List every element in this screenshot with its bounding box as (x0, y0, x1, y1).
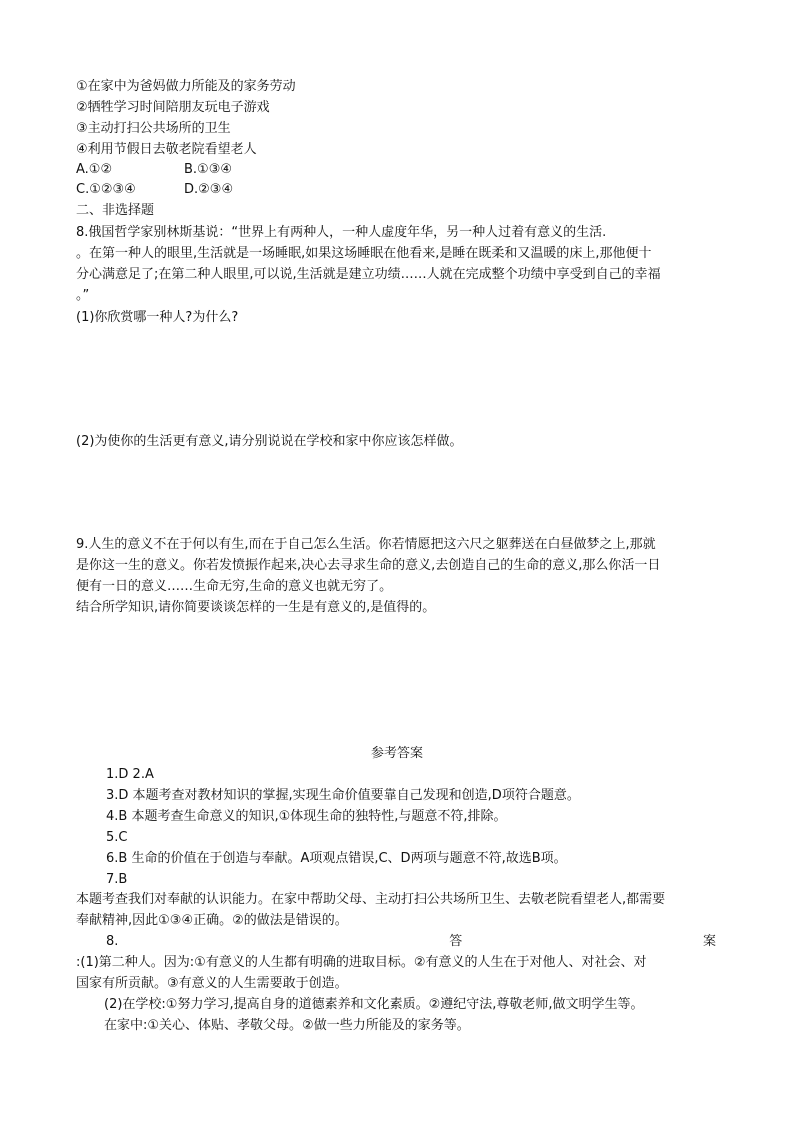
section-heading: 二、非选择题 (76, 203, 155, 218)
answer-8-heading (76, 933, 716, 951)
q7-item-1: ①在家中为爸妈做力所能及的家务劳动 (76, 79, 296, 94)
answer-line-5: 6.B 生命的价值在于创造与奉献。A项观点错误,C、D两项与题意不符,故选B项。 (106, 851, 567, 866)
q7-option-c: C.①②③④ (76, 182, 136, 197)
answer-8-line-1: :(1)第二种人。因为:①有意义的人生都有明确的进取目标。②有意义的人生在于对他人、对社会、对 (76, 955, 647, 970)
q9-text-line-2: 是你这一生的意义。你若发愤振作起来,决心去寻求生命的意义,去创造自己的生命的意义,那么你活一日 (76, 558, 661, 573)
answer-line-1: 1.D 2.A (106, 767, 154, 782)
q8-subquestion-1: (1)你欣赏哪一种人?为什么? (76, 310, 239, 325)
answer-line-4: 5.C (106, 830, 128, 845)
q7-option-d: D.②③④ (184, 182, 234, 197)
answers-title: 参考答案 (370, 746, 423, 761)
answer-8-number: 8. (106, 934, 119, 949)
answer-line-7: 本题考查我们对奉献的认识能力。在家中帮助父母、主动打扫公共场所卫生、去敬老院看望老人,都需要 (76, 892, 666, 907)
q9-text-line-3: 便有一日的意义……生命无穷,生命的意义也就无穷了。 (76, 579, 393, 594)
answer-8-line-3: (2)在学校:①努力学习,提高自身的道德素养和文化素质。②遵纪守法,尊敬老师,做文明学生等。 (104, 997, 644, 1012)
answer-line-3: 4.B 本题考查生命意义的知识,①体现生命的独特性,与题意不符,排除。 (106, 809, 507, 824)
answer-8-word-2: 案 (702, 934, 716, 949)
answer-8-line-2: 国家有所贡献。③有意义的人生需要敢于创造。 (76, 976, 348, 991)
q7-item-4: ④利用节假日去敬老院看望老人 (76, 142, 257, 157)
answer-8-word-1: 答 (449, 934, 463, 949)
answer-line-8: 奉献精神,因此①③④正确。②的做法是错误的。 (76, 913, 348, 928)
q7-options-row-1 (76, 161, 232, 179)
q9-text-line-1: 9.人生的意义不在于何以有生,而在于自己怎么生活。你若情愿把这六尺之躯葬送在白昼做梦之上,那就 (76, 537, 656, 552)
q8-text-line-2: 。在第一种人的眼里,生活就是一场睡眠,如果这场睡眠在他看来,是睡在既柔和又温暖的床上,那他便十 (76, 246, 652, 261)
q7-options-row-2 (76, 181, 233, 199)
q8-text-line-1: 8.俄国哲学家别林斯基说：“世界上有两种人，一种人虚度年华，另一种人过着有意义的生活. (76, 225, 607, 240)
q8-text-line-3: 分心满意足了;在第二种人眼里,可以说,生活就是建立功绩……人就在完成整个功绩中享受到自己的幸福 (76, 267, 661, 282)
answer-line-2: 3.D 本题考查对教材知识的掌握,实现生命价值要靠自己发现和创造,D项符合题意。 (106, 788, 580, 803)
q8-subquestion-2: (2)为使你的生活更有意义,请分别说说在学校和家中你应该怎样做。 (76, 434, 463, 449)
q7-item-2: ②牺牲学习时间陪朋友玩电子游戏 (76, 100, 270, 115)
q8-text-line-4: 。” (76, 288, 90, 303)
answer-8-line-4: 在家中:①关心、体贴、孝敬父母。②做一些力所能及的家务等。 (104, 1018, 470, 1033)
q7-item-3: ③主动打扫公共场所的卫生 (76, 121, 231, 136)
answer-line-6: 7.B (106, 872, 128, 887)
q9-prompt: 结合所学知识,请你简要谈谈怎样的一生是有意义的,是值得的。 (76, 600, 436, 615)
q7-option-b: B.①③④ (184, 162, 233, 177)
q7-option-a: A.①② (76, 162, 113, 177)
